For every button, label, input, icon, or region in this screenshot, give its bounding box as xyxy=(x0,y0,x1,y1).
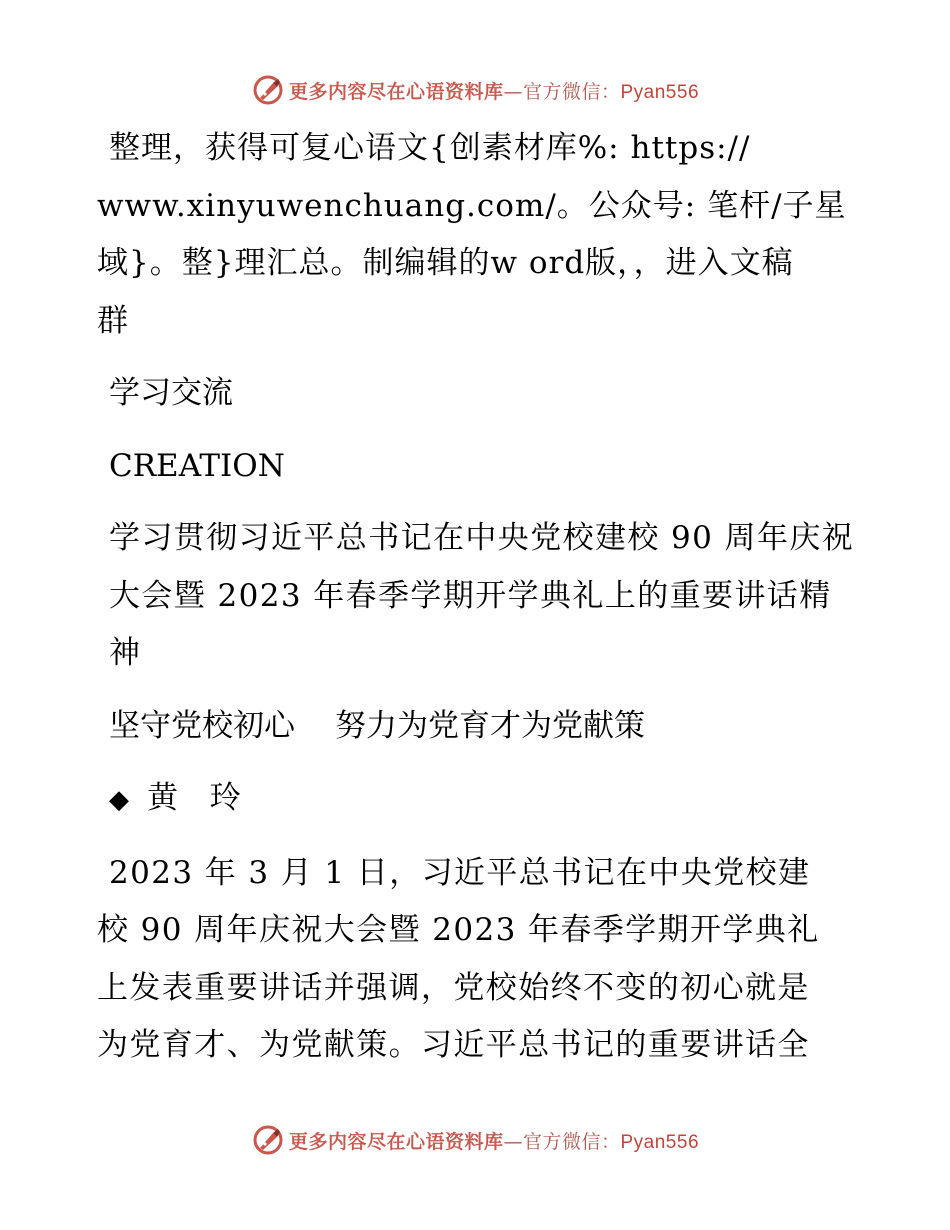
pen-nib-logo-icon xyxy=(251,1123,285,1157)
watermark-brand: 更多内容尽在心语资料库 xyxy=(288,80,504,103)
study-exchange-label: 学习交流 xyxy=(109,375,233,411)
body-line: 2023 年 3 月 1 日，习近平总书记在中央党校建 xyxy=(109,854,811,891)
subtitle-part-1: 坚守党校初心 xyxy=(109,707,295,744)
intro-paragraph xyxy=(97,120,857,350)
document-body xyxy=(97,120,857,1075)
intro-line: 群 xyxy=(97,302,129,339)
watermark-wechat-label: 官方微信： xyxy=(522,80,621,103)
footer-watermark-banner xyxy=(0,1120,950,1160)
creation-label: CREATION xyxy=(109,447,285,484)
header-watermark-banner xyxy=(0,70,950,110)
article-subtitle xyxy=(97,698,857,756)
author-line xyxy=(97,770,857,830)
watermark-separator: — xyxy=(503,1130,523,1153)
watermark-separator: — xyxy=(503,80,523,103)
body-paragraph xyxy=(97,845,857,1075)
pen-nib-logo-icon xyxy=(251,73,285,107)
intro-line: 整理，获得可复心语文{创素材库%: https:// xyxy=(109,130,751,166)
watermark-text xyxy=(289,77,699,104)
body-line: 上发表重要讲话并强调，党校始终不变的初心就是 xyxy=(97,969,810,1006)
subtitle-part-2: 努力为党育才为党献策 xyxy=(335,707,645,744)
intro-line: 域}。整}理汇总。制编辑的w ord版，，进入文稿 xyxy=(97,245,794,281)
intro-line: www.xinyuwenchuang.com/。公众号: 笔杆/子星 xyxy=(97,187,847,224)
watermark-brand: 更多内容尽在心语资料库 xyxy=(288,1130,504,1153)
article-headline: 学习贯彻习近平总书记在中央党校建校 90 周年庆祝大会暨 2023 年春季学期开学典礼上的重要讲话精神 xyxy=(109,520,855,671)
watermark-wechat-label: 官方微信： xyxy=(522,1130,621,1153)
watermark-account: Pyan556 xyxy=(620,1131,700,1153)
watermark-text xyxy=(289,1127,699,1154)
author-name: 黄 玲 xyxy=(147,780,245,816)
diamond-bullet-icon: ◆ xyxy=(109,785,129,815)
body-line: 校 90 周年庆祝大会暨 2023 年春季学期开学典礼 xyxy=(97,912,820,948)
body-line: 为党育才、为党献策。习近平总书记的重要讲话全 xyxy=(97,1027,810,1063)
watermark-account: Pyan556 xyxy=(620,81,700,103)
